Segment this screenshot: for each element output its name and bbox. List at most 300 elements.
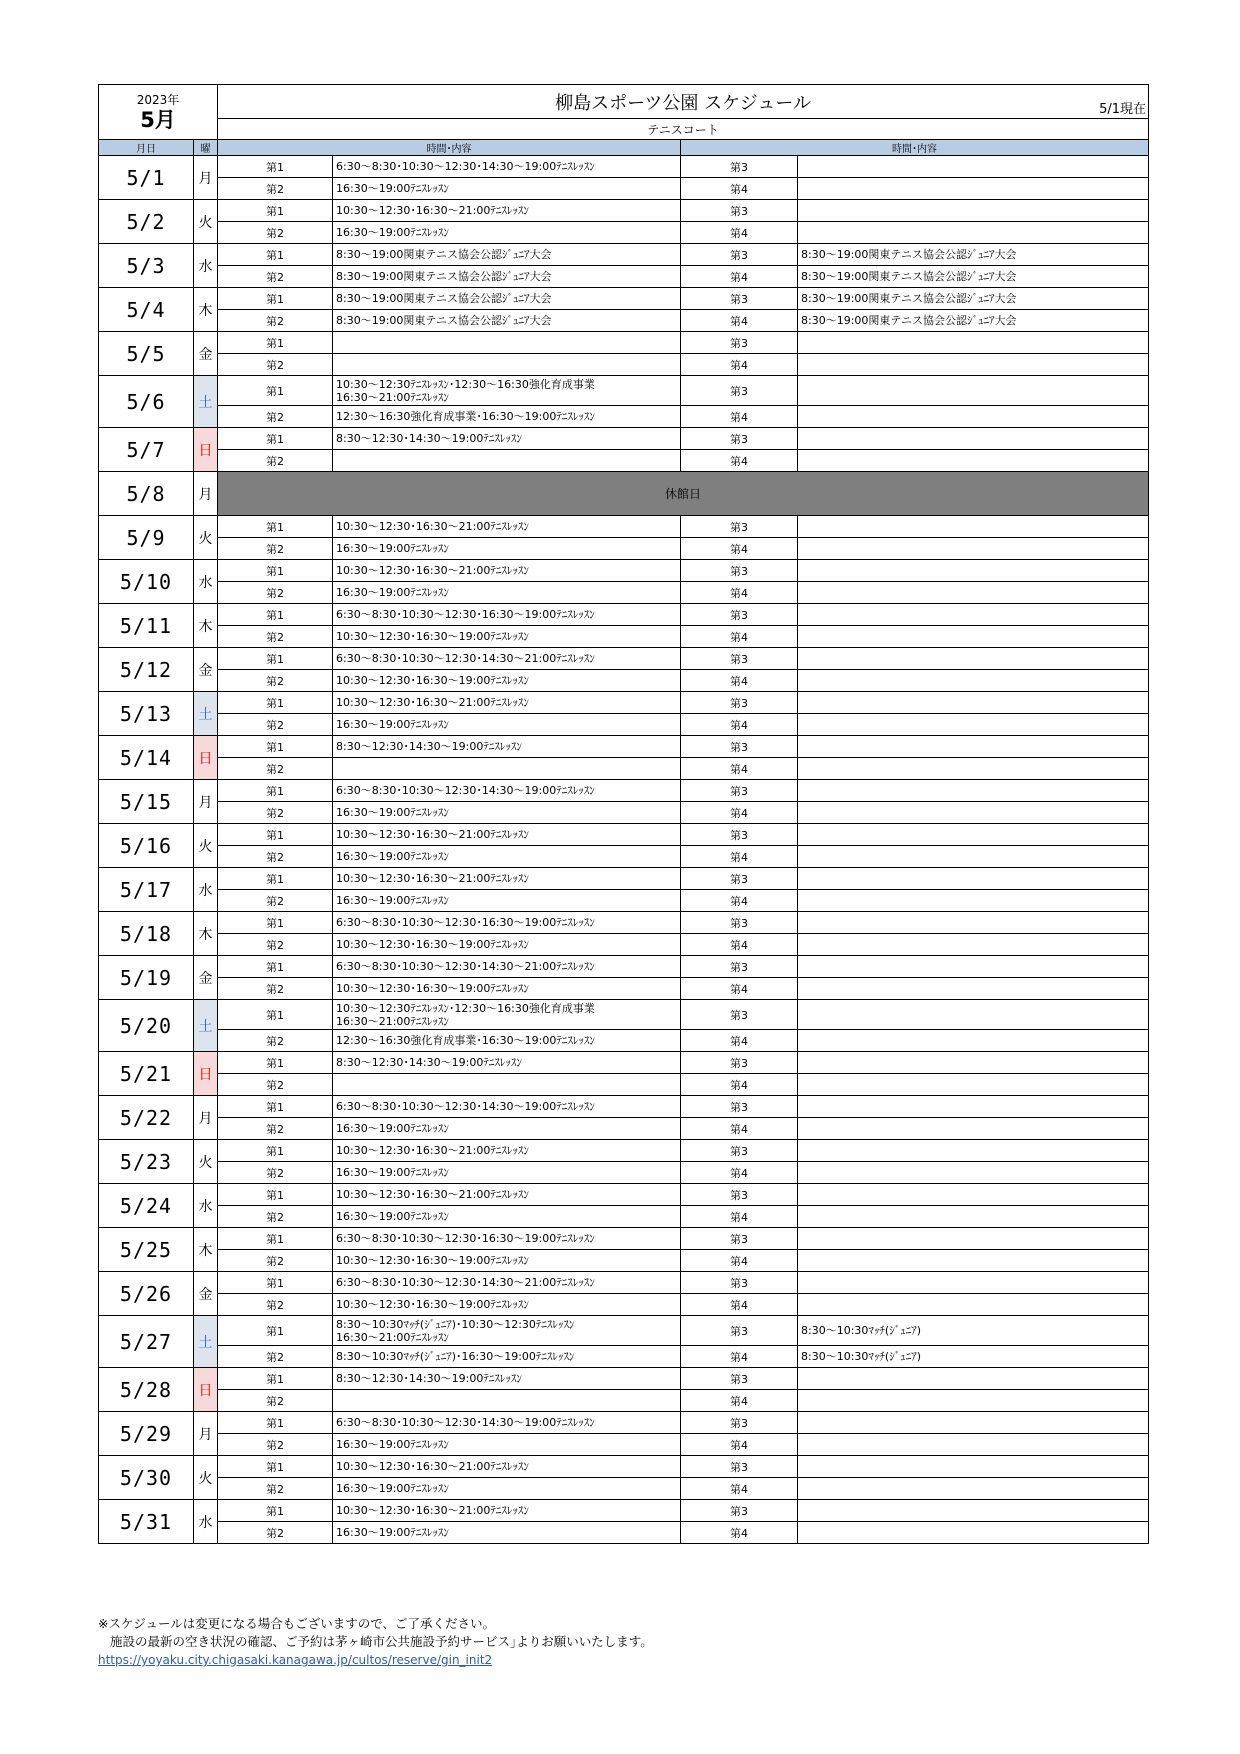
court-2-label: 第2 bbox=[218, 1162, 333, 1184]
table-row bbox=[99, 1316, 1149, 1346]
court-2-label: 第2 bbox=[218, 626, 333, 648]
court-1-label: 第1 bbox=[218, 956, 333, 978]
date-cell: 5/6 bbox=[99, 376, 194, 428]
court-4-content bbox=[798, 626, 1149, 648]
court-3-label: 第3 bbox=[681, 648, 798, 670]
table-row bbox=[99, 802, 1149, 824]
court-1-content: 6:30～8:30･10:30～12:30･14:30～21:00ﾃﾆｽﾚｯｽﾝ bbox=[333, 1272, 681, 1294]
weekday-cell: 日 bbox=[194, 428, 218, 472]
date-cell: 5/15 bbox=[99, 780, 194, 824]
reservation-link[interactable]: https://yoyaku.city.chigasaki.kanagawa.jp/cultos/reserve/gin_init2 bbox=[98, 1653, 493, 1667]
court-2-label: 第2 bbox=[218, 846, 333, 868]
court-3-content bbox=[798, 956, 1149, 978]
table-row bbox=[99, 266, 1149, 288]
date-cell: 5/25 bbox=[99, 1228, 194, 1272]
court-1-content: 6:30～8:30･10:30～12:30･16:30～19:00ﾃﾆｽﾚｯｽﾝ bbox=[333, 912, 681, 934]
court-2-label: 第2 bbox=[218, 758, 333, 780]
court-1-content-line: 10:30～12:30ﾃﾆｽﾚｯｽﾝ･12:30～16:30強化育成事業 bbox=[336, 1001, 595, 1015]
court-1-content: 6:30～8:30･10:30～12:30･14:30～21:00ﾃﾆｽﾚｯｽﾝ bbox=[333, 956, 681, 978]
footer-notes bbox=[98, 1615, 653, 1669]
table-row bbox=[99, 1500, 1149, 1522]
court-3-label: 第3 bbox=[681, 156, 798, 178]
court-4-content bbox=[798, 538, 1149, 560]
court-3-label: 第3 bbox=[681, 736, 798, 758]
weekday-cell: 月 bbox=[194, 1096, 218, 1140]
court-4-label: 第4 bbox=[681, 1162, 798, 1184]
court-1-label: 第1 bbox=[218, 868, 333, 890]
table-row bbox=[99, 428, 1149, 450]
court-4-label: 第4 bbox=[681, 846, 798, 868]
court-1-content-line: 16:30～21:00ﾃﾆｽﾚｯｽﾝ bbox=[336, 1330, 449, 1344]
court-4-content bbox=[798, 450, 1149, 472]
court-1-label: 第1 bbox=[218, 1456, 333, 1478]
col-header-date: 月日 bbox=[99, 140, 194, 156]
court-3-label: 第3 bbox=[681, 912, 798, 934]
court-4-label: 第4 bbox=[681, 1434, 798, 1456]
weekday-cell: 月 bbox=[194, 1412, 218, 1456]
table-row bbox=[99, 1390, 1149, 1412]
court-4-content bbox=[798, 1250, 1149, 1272]
court-2-content: 10:30～12:30･16:30～19:00ﾃﾆｽﾚｯｽﾝ bbox=[333, 1294, 681, 1316]
col-header-content-left: 時間･内容 bbox=[218, 140, 681, 156]
weekday-cell: 金 bbox=[194, 648, 218, 692]
court-1-label: 第1 bbox=[218, 200, 333, 222]
table-row bbox=[99, 1478, 1149, 1500]
court-4-label: 第4 bbox=[681, 1030, 798, 1052]
court-2-content: 12:30～16:30強化育成事業･16:30～19:00ﾃﾆｽﾚｯｽﾝ bbox=[333, 1030, 681, 1052]
date-cell: 5/20 bbox=[99, 1000, 194, 1052]
court-2-label: 第2 bbox=[218, 582, 333, 604]
weekday-cell: 日 bbox=[194, 1052, 218, 1096]
date-cell: 5/4 bbox=[99, 288, 194, 332]
court-4-label: 第4 bbox=[681, 1206, 798, 1228]
table-row bbox=[99, 560, 1149, 582]
court-2-content bbox=[333, 450, 681, 472]
weekday-cell: 火 bbox=[194, 1140, 218, 1184]
court-2-content: 10:30～12:30･16:30～19:00ﾃﾆｽﾚｯｽﾝ bbox=[333, 978, 681, 1000]
schedule-table bbox=[98, 84, 1149, 1544]
date-cell: 5/28 bbox=[99, 1368, 194, 1412]
table-row bbox=[99, 692, 1149, 714]
court-2-label: 第2 bbox=[218, 1522, 333, 1544]
court-3-label: 第3 bbox=[681, 288, 798, 310]
date-cell: 5/19 bbox=[99, 956, 194, 1000]
weekday-cell: 水 bbox=[194, 244, 218, 288]
date-cell: 5/18 bbox=[99, 912, 194, 956]
court-4-label: 第4 bbox=[681, 978, 798, 1000]
court-4-label: 第4 bbox=[681, 758, 798, 780]
table-row bbox=[99, 1346, 1149, 1368]
court-1-content: 10:30～12:30･16:30～21:00ﾃﾆｽﾚｯｽﾝ bbox=[333, 692, 681, 714]
table-row bbox=[99, 1162, 1149, 1184]
court-1-label: 第1 bbox=[218, 156, 333, 178]
court-4-content bbox=[798, 582, 1149, 604]
month-label: 5月 bbox=[140, 108, 176, 132]
court-1-label: 第1 bbox=[218, 1500, 333, 1522]
court-3-label: 第3 bbox=[681, 1052, 798, 1074]
court-3-content: 8:30～19:00関東テニス協会公認ｼﾞｭﾆｱ大会 bbox=[798, 288, 1149, 310]
court-3-content bbox=[798, 736, 1149, 758]
court-2-label: 第2 bbox=[218, 670, 333, 692]
weekday-cell: 土 bbox=[194, 376, 218, 428]
court-1-label: 第1 bbox=[218, 332, 333, 354]
court-4-label: 第4 bbox=[681, 310, 798, 332]
table-row bbox=[99, 1456, 1149, 1478]
court-2-content: 10:30～12:30･16:30～19:00ﾃﾆｽﾚｯｽﾝ bbox=[333, 670, 681, 692]
court-3-content bbox=[798, 516, 1149, 538]
table-row bbox=[99, 648, 1149, 670]
court-2-label: 第2 bbox=[218, 1118, 333, 1140]
court-4-content bbox=[798, 406, 1149, 428]
date-cell: 5/27 bbox=[99, 1316, 194, 1368]
as-of-date: 5/1現在 bbox=[1099, 102, 1147, 117]
weekday-cell: 金 bbox=[194, 332, 218, 376]
date-cell: 5/9 bbox=[99, 516, 194, 560]
court-3-label: 第3 bbox=[681, 1316, 798, 1346]
court-3-content bbox=[798, 692, 1149, 714]
table-row bbox=[99, 582, 1149, 604]
court-3-content bbox=[798, 1456, 1149, 1478]
court-3-content bbox=[798, 780, 1149, 802]
court-4-label: 第4 bbox=[681, 354, 798, 376]
weekday-cell: 土 bbox=[194, 692, 218, 736]
court-2-content: 10:30～12:30･16:30～19:00ﾃﾆｽﾚｯｽﾝ bbox=[333, 626, 681, 648]
table-row bbox=[99, 1184, 1149, 1206]
date-cell: 5/22 bbox=[99, 1096, 194, 1140]
page-title-cell bbox=[218, 85, 1149, 119]
court-1-label: 第1 bbox=[218, 428, 333, 450]
court-4-label: 第4 bbox=[681, 582, 798, 604]
weekday-cell: 火 bbox=[194, 200, 218, 244]
court-3-content bbox=[798, 376, 1149, 406]
court-2-content: 10:30～12:30･16:30～19:00ﾃﾆｽﾚｯｽﾝ bbox=[333, 1250, 681, 1272]
date-cell: 5/24 bbox=[99, 1184, 194, 1228]
court-1-content-line: 8:30～10:30ﾏｯﾁ(ｼﾞｭﾆｱ)･10:30～12:30ﾃﾆｽﾚｯｽﾝ bbox=[336, 1317, 575, 1331]
court-3-label: 第3 bbox=[681, 780, 798, 802]
court-1-label: 第1 bbox=[218, 288, 333, 310]
table-row bbox=[99, 1206, 1149, 1228]
court-3-label: 第3 bbox=[681, 868, 798, 890]
court-1-content-line: 16:30～21:00ﾃﾆｽﾚｯｽﾝ bbox=[336, 390, 449, 404]
page-title: 柳島スポーツ公園 スケジュール bbox=[555, 92, 811, 114]
table-row bbox=[99, 956, 1149, 978]
table-row bbox=[99, 626, 1149, 648]
weekday-cell: 水 bbox=[194, 560, 218, 604]
facility-name: テニスコート bbox=[218, 119, 1149, 140]
court-3-content bbox=[798, 156, 1149, 178]
court-4-label: 第4 bbox=[681, 1346, 798, 1368]
court-2-label: 第2 bbox=[218, 406, 333, 428]
court-4-content bbox=[798, 934, 1149, 956]
date-cell: 5/30 bbox=[99, 1456, 194, 1500]
court-4-content bbox=[798, 1478, 1149, 1500]
table-row bbox=[99, 978, 1149, 1000]
court-3-label: 第3 bbox=[681, 1456, 798, 1478]
court-4-label: 第4 bbox=[681, 178, 798, 200]
weekday-cell: 木 bbox=[194, 604, 218, 648]
court-2-label: 第2 bbox=[218, 890, 333, 912]
weekday-cell: 水 bbox=[194, 868, 218, 912]
court-2-content: 8:30～19:00関東テニス協会公認ｼﾞｭﾆｱ大会 bbox=[333, 310, 681, 332]
court-1-content: 6:30～8:30･10:30～12:30･16:30～19:00ﾃﾆｽﾚｯｽﾝ bbox=[333, 604, 681, 626]
court-3-label: 第3 bbox=[681, 1000, 798, 1030]
court-1-content: 10:30～12:30･16:30～21:00ﾃﾆｽﾚｯｽﾝ bbox=[333, 560, 681, 582]
court-4-label: 第4 bbox=[681, 1294, 798, 1316]
court-2-label: 第2 bbox=[218, 978, 333, 1000]
court-2-content: 16:30～19:00ﾃﾆｽﾚｯｽﾝ bbox=[333, 1434, 681, 1456]
date-cell: 5/29 bbox=[99, 1412, 194, 1456]
table-row bbox=[99, 912, 1149, 934]
court-3-content bbox=[798, 1096, 1149, 1118]
table-row bbox=[99, 1272, 1149, 1294]
table-row bbox=[99, 178, 1149, 200]
year-month-cell bbox=[99, 85, 218, 140]
court-2-label: 第2 bbox=[218, 538, 333, 560]
court-2-content: 16:30～19:00ﾃﾆｽﾚｯｽﾝ bbox=[333, 1162, 681, 1184]
date-cell: 5/2 bbox=[99, 200, 194, 244]
court-1-content: 10:30～12:30･16:30～21:00ﾃﾆｽﾚｯｽﾝ bbox=[333, 1184, 681, 1206]
court-4-content: 8:30～19:00関東テニス協会公認ｼﾞｭﾆｱ大会 bbox=[798, 310, 1149, 332]
court-1-label: 第1 bbox=[218, 780, 333, 802]
table-row bbox=[99, 670, 1149, 692]
table-row bbox=[99, 1434, 1149, 1456]
court-3-label: 第3 bbox=[681, 956, 798, 978]
court-4-label: 第4 bbox=[681, 1250, 798, 1272]
court-2-content: 16:30～19:00ﾃﾆｽﾚｯｽﾝ bbox=[333, 802, 681, 824]
court-1-label: 第1 bbox=[218, 912, 333, 934]
court-2-content: 16:30～19:00ﾃﾆｽﾚｯｽﾝ bbox=[333, 1118, 681, 1140]
court-4-content bbox=[798, 714, 1149, 736]
court-2-label: 第2 bbox=[218, 1250, 333, 1272]
court-3-label: 第3 bbox=[681, 604, 798, 626]
court-4-content bbox=[798, 846, 1149, 868]
court-1-label: 第1 bbox=[218, 736, 333, 758]
court-1-label: 第1 bbox=[218, 244, 333, 266]
court-3-content bbox=[798, 1500, 1149, 1522]
date-cell: 5/21 bbox=[99, 1052, 194, 1096]
court-3-content bbox=[798, 1368, 1149, 1390]
table-row bbox=[99, 516, 1149, 538]
weekday-cell: 日 bbox=[194, 736, 218, 780]
court-1-content: 8:30～12:30･14:30～19:00ﾃﾆｽﾚｯｽﾝ bbox=[333, 1052, 681, 1074]
court-1-content bbox=[333, 332, 681, 354]
weekday-cell: 日 bbox=[194, 1368, 218, 1412]
weekday-cell: 土 bbox=[194, 1316, 218, 1368]
table-row bbox=[99, 1000, 1149, 1030]
table-row bbox=[99, 1368, 1149, 1390]
court-1-label: 第1 bbox=[218, 824, 333, 846]
court-1-label: 第1 bbox=[218, 1228, 333, 1250]
table-row bbox=[99, 604, 1149, 626]
table-row bbox=[99, 846, 1149, 868]
court-2-label: 第2 bbox=[218, 1030, 333, 1052]
court-4-label: 第4 bbox=[681, 222, 798, 244]
court-4-label: 第4 bbox=[681, 406, 798, 428]
table-row bbox=[99, 714, 1149, 736]
weekday-cell: 木 bbox=[194, 288, 218, 332]
court-3-content bbox=[798, 428, 1149, 450]
court-4-content bbox=[798, 978, 1149, 1000]
court-1-content: 10:30～12:30･16:30～21:00ﾃﾆｽﾚｯｽﾝ bbox=[333, 1500, 681, 1522]
court-1-label: 第1 bbox=[218, 1272, 333, 1294]
col-header-dow: 曜 bbox=[194, 140, 218, 156]
court-1-content-line: 16:30～21:00ﾃﾆｽﾚｯｽﾝ bbox=[336, 1014, 449, 1028]
court-3-content bbox=[798, 648, 1149, 670]
court-2-label: 第2 bbox=[218, 178, 333, 200]
date-cell: 5/8 bbox=[99, 472, 194, 516]
court-3-content bbox=[798, 1052, 1149, 1074]
court-2-content: 16:30～19:00ﾃﾆｽﾚｯｽﾝ bbox=[333, 582, 681, 604]
court-2-content: 12:30～16:30強化育成事業･16:30～19:00ﾃﾆｽﾚｯｽﾝ bbox=[333, 406, 681, 428]
court-3-content bbox=[798, 604, 1149, 626]
court-3-label: 第3 bbox=[681, 824, 798, 846]
court-4-label: 第4 bbox=[681, 1118, 798, 1140]
court-3-label: 第3 bbox=[681, 376, 798, 406]
court-2-label: 第2 bbox=[218, 1206, 333, 1228]
court-4-content bbox=[798, 222, 1149, 244]
court-3-content: 8:30～10:30ﾏｯﾁ(ｼﾞｭﾆｱ) bbox=[798, 1316, 1149, 1346]
court-4-content: 8:30～10:30ﾏｯﾁ(ｼﾞｭﾆｱ) bbox=[798, 1346, 1149, 1368]
court-3-content bbox=[798, 824, 1149, 846]
court-2-content: 16:30～19:00ﾃﾆｽﾚｯｽﾝ bbox=[333, 538, 681, 560]
date-cell: 5/16 bbox=[99, 824, 194, 868]
court-2-label: 第2 bbox=[218, 450, 333, 472]
court-3-label: 第3 bbox=[681, 1140, 798, 1162]
court-1-label: 第1 bbox=[218, 1096, 333, 1118]
court-2-content: 16:30～19:00ﾃﾆｽﾚｯｽﾝ bbox=[333, 890, 681, 912]
date-cell: 5/1 bbox=[99, 156, 194, 200]
court-4-label: 第4 bbox=[681, 714, 798, 736]
date-cell: 5/26 bbox=[99, 1272, 194, 1316]
court-4-label: 第4 bbox=[681, 450, 798, 472]
table-row bbox=[99, 1052, 1149, 1074]
court-2-label: 第2 bbox=[218, 1478, 333, 1500]
court-4-content: 8:30～19:00関東テニス協会公認ｼﾞｭﾆｱ大会 bbox=[798, 266, 1149, 288]
court-1-label: 第1 bbox=[218, 1000, 333, 1030]
col-header-content-right: 時間･内容 bbox=[681, 140, 1149, 156]
court-4-label: 第4 bbox=[681, 1074, 798, 1096]
court-2-label: 第2 bbox=[218, 1434, 333, 1456]
table-row bbox=[99, 1412, 1149, 1434]
weekday-cell: 木 bbox=[194, 1228, 218, 1272]
table-row bbox=[99, 538, 1149, 560]
court-1-content: 6:30～8:30･10:30～12:30･14:30～19:00ﾃﾆｽﾚｯｽﾝ bbox=[333, 156, 681, 178]
court-1-label: 第1 bbox=[218, 1184, 333, 1206]
table-row bbox=[99, 758, 1149, 780]
weekday-cell: 火 bbox=[194, 824, 218, 868]
table-row bbox=[99, 406, 1149, 428]
table-row bbox=[99, 1228, 1149, 1250]
court-4-label: 第4 bbox=[681, 538, 798, 560]
court-4-label: 第4 bbox=[681, 890, 798, 912]
table-row bbox=[99, 472, 1149, 494]
court-3-label: 第3 bbox=[681, 1412, 798, 1434]
table-row bbox=[99, 1074, 1149, 1096]
table-row bbox=[99, 310, 1149, 332]
court-1-content: 10:30～12:30･16:30～21:00ﾃﾆｽﾚｯｽﾝ bbox=[333, 868, 681, 890]
court-4-label: 第4 bbox=[681, 626, 798, 648]
table-row bbox=[99, 890, 1149, 912]
court-1-content bbox=[333, 376, 681, 406]
court-4-label: 第4 bbox=[681, 266, 798, 288]
table-row bbox=[99, 222, 1149, 244]
court-2-label: 第2 bbox=[218, 934, 333, 956]
table-row bbox=[99, 1250, 1149, 1272]
court-3-label: 第3 bbox=[681, 1368, 798, 1390]
court-1-label: 第1 bbox=[218, 516, 333, 538]
table-row bbox=[99, 868, 1149, 890]
court-3-content bbox=[798, 332, 1149, 354]
court-4-label: 第4 bbox=[681, 1522, 798, 1544]
court-2-label: 第2 bbox=[218, 266, 333, 288]
court-4-label: 第4 bbox=[681, 934, 798, 956]
table-row bbox=[99, 824, 1149, 846]
weekday-cell: 金 bbox=[194, 1272, 218, 1316]
court-2-label: 第2 bbox=[218, 714, 333, 736]
date-cell: 5/3 bbox=[99, 244, 194, 288]
court-2-content bbox=[333, 1074, 681, 1096]
court-1-label: 第1 bbox=[218, 1316, 333, 1346]
court-2-label: 第2 bbox=[218, 1390, 333, 1412]
date-cell: 5/11 bbox=[99, 604, 194, 648]
date-cell: 5/31 bbox=[99, 1500, 194, 1544]
table-row bbox=[99, 736, 1149, 758]
table-row bbox=[99, 288, 1149, 310]
court-1-content: 10:30～12:30･16:30～21:00ﾃﾆｽﾚｯｽﾝ bbox=[333, 1140, 681, 1162]
date-cell: 5/14 bbox=[99, 736, 194, 780]
court-2-content bbox=[333, 758, 681, 780]
court-3-content bbox=[798, 1140, 1149, 1162]
court-3-label: 第3 bbox=[681, 428, 798, 450]
court-1-content bbox=[333, 1000, 681, 1030]
court-4-content bbox=[798, 1162, 1149, 1184]
weekday-cell: 木 bbox=[194, 912, 218, 956]
table-row bbox=[99, 332, 1149, 354]
table-row bbox=[99, 1294, 1149, 1316]
court-3-content bbox=[798, 560, 1149, 582]
court-3-label: 第3 bbox=[681, 1184, 798, 1206]
court-3-label: 第3 bbox=[681, 1272, 798, 1294]
court-1-label: 第1 bbox=[218, 560, 333, 582]
court-2-content: 16:30～19:00ﾃﾆｽﾚｯｽﾝ bbox=[333, 846, 681, 868]
court-2-label: 第2 bbox=[218, 1074, 333, 1096]
court-3-content bbox=[798, 1228, 1149, 1250]
table-row bbox=[99, 200, 1149, 222]
court-3-label: 第3 bbox=[681, 1096, 798, 1118]
table-row bbox=[99, 1118, 1149, 1140]
schedule-sheet bbox=[98, 84, 1148, 1544]
court-1-label: 第1 bbox=[218, 648, 333, 670]
court-3-content bbox=[798, 200, 1149, 222]
closed-day-cell: 休館日 bbox=[218, 472, 1149, 516]
court-4-content bbox=[798, 1118, 1149, 1140]
court-4-content bbox=[798, 1522, 1149, 1544]
weekday-cell: 金 bbox=[194, 956, 218, 1000]
court-3-label: 第3 bbox=[681, 332, 798, 354]
court-2-label: 第2 bbox=[218, 1346, 333, 1368]
weekday-cell: 月 bbox=[194, 156, 218, 200]
court-1-content: 6:30～8:30･10:30～12:30･14:30～19:00ﾃﾆｽﾚｯｽﾝ bbox=[333, 1096, 681, 1118]
date-cell: 5/13 bbox=[99, 692, 194, 736]
court-1-label: 第1 bbox=[218, 604, 333, 626]
table-row bbox=[99, 244, 1149, 266]
court-1-content: 6:30～8:30･10:30～12:30･16:30～19:00ﾃﾆｽﾚｯｽﾝ bbox=[333, 1228, 681, 1250]
court-2-content: 16:30～19:00ﾃﾆｽﾚｯｽﾝ bbox=[333, 1206, 681, 1228]
table-row bbox=[99, 780, 1149, 802]
court-1-content: 10:30～12:30･16:30～21:00ﾃﾆｽﾚｯｽﾝ bbox=[333, 1456, 681, 1478]
court-4-label: 第4 bbox=[681, 1390, 798, 1412]
weekday-cell: 土 bbox=[194, 1000, 218, 1052]
